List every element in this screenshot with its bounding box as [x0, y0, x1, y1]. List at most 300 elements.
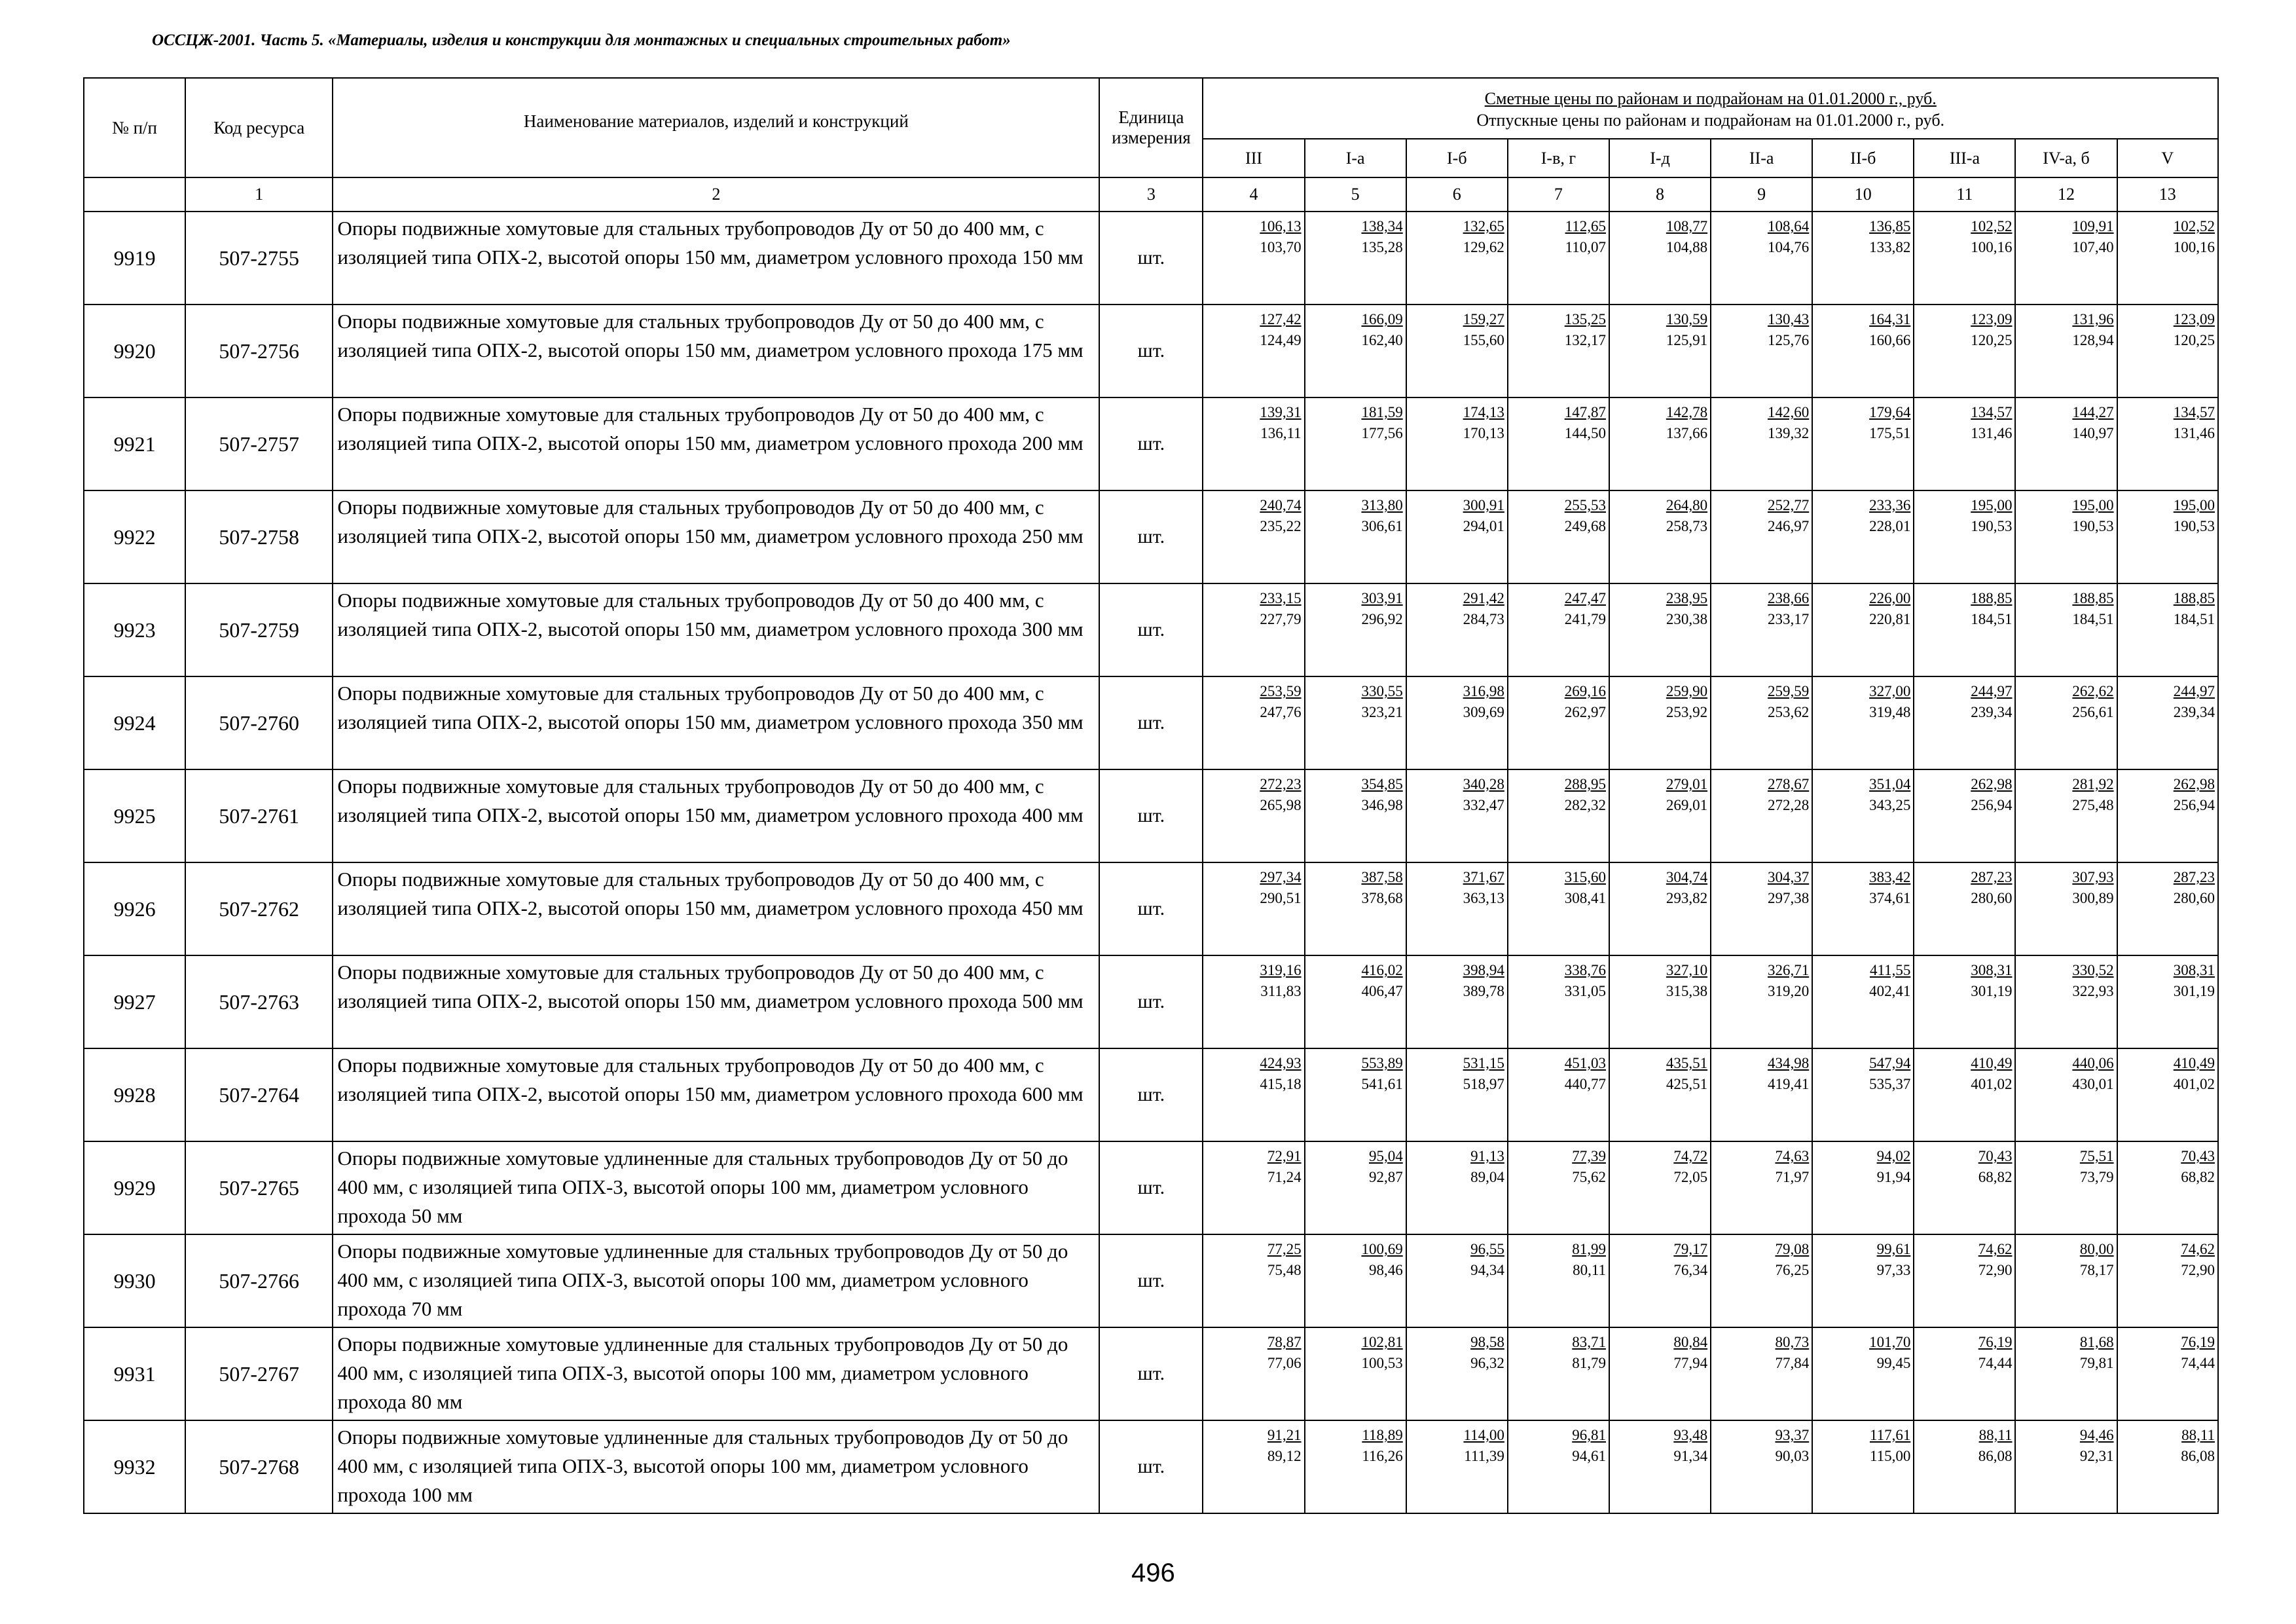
price-cell [2015, 955, 2117, 1048]
material-name: Опоры подвижные хомутовые удлиненные для стальных трубопроводов Ду от 50 до 400 мм, с изоляцией типа ОПХ-3, высотой опоры 100 мм, диаметром условного прохода 100 мм [333, 1420, 1099, 1513]
estimate-price: 308,31 [2173, 962, 2215, 978]
release-price: 233,17 [1767, 611, 1810, 627]
estimate-price: 102,52 [1971, 218, 2013, 234]
release-price: 135,28 [1361, 239, 1403, 255]
price-cell [1203, 1048, 1304, 1141]
release-price: 272,28 [1767, 797, 1810, 813]
price-cell [1305, 583, 1406, 676]
release-price: 131,46 [2173, 425, 2215, 441]
price-cell [1406, 1048, 1508, 1141]
release-price: 256,61 [2072, 704, 2114, 720]
release-price: 246,97 [1767, 518, 1810, 534]
header-region: V [2117, 139, 2218, 177]
release-price: 68,82 [1978, 1169, 2013, 1185]
release-price: 389,78 [1463, 983, 1504, 999]
price-cell [2015, 676, 2117, 769]
table-row [84, 955, 2218, 1048]
estimate-price: 96,81 [1572, 1427, 1606, 1443]
price-cell [1914, 769, 2015, 862]
price-cell [2117, 212, 2218, 304]
estimate-price: 94,02 [1876, 1148, 1911, 1164]
release-price: 98,46 [1368, 1262, 1403, 1278]
release-price: 280,60 [1971, 890, 2013, 906]
estimate-price: 278,67 [1767, 776, 1810, 792]
release-price: 72,90 [2181, 1262, 2215, 1278]
release-price: 253,92 [1666, 704, 1708, 720]
estimate-price: 98,58 [1470, 1334, 1504, 1350]
price-cell [1812, 1048, 1914, 1141]
release-price: 111,39 [1464, 1448, 1504, 1464]
estimate-price: 338,76 [1564, 962, 1606, 978]
price-cell [1305, 1327, 1406, 1420]
estimate-price: 123,09 [1971, 311, 2013, 327]
header-prices-release: Отпускные цены по районам и подрайонам на 01.01.2000 г., руб. [1476, 111, 1945, 130]
price-cell [1711, 583, 1812, 676]
release-price: 265,98 [1260, 797, 1302, 813]
release-price: 177,56 [1361, 425, 1403, 441]
release-price: 79,81 [2079, 1355, 2114, 1371]
table-row [84, 583, 2218, 676]
price-cell [1406, 769, 1508, 862]
estimate-price: 315,60 [1564, 869, 1606, 885]
release-price: 541,61 [1361, 1076, 1403, 1092]
unit: шт. [1099, 1141, 1203, 1234]
price-cell [1609, 676, 1711, 769]
release-price: 94,61 [1572, 1448, 1606, 1464]
estimate-price: 259,90 [1666, 683, 1708, 699]
price-cell [1508, 1048, 1609, 1141]
estimate-price: 269,16 [1564, 683, 1606, 699]
estimate-price: 351,04 [1869, 776, 1911, 792]
release-price: 110,07 [1565, 239, 1606, 255]
release-price: 269,01 [1666, 797, 1708, 813]
price-cell [1508, 1327, 1609, 1420]
estimate-price: 74,63 [1775, 1148, 1810, 1164]
price-cell [1203, 1234, 1304, 1327]
price-cell [1305, 1141, 1406, 1234]
price-cell [1914, 490, 2015, 583]
row-number: 9931 [84, 1327, 185, 1420]
release-price: 322,93 [2072, 983, 2114, 999]
price-cell [1203, 1141, 1304, 1234]
price-cell [1305, 1048, 1406, 1141]
release-price: 124,49 [1260, 332, 1302, 348]
release-price: 280,60 [2173, 890, 2215, 906]
price-cell [1812, 490, 1914, 583]
price-cell [2015, 1141, 2117, 1234]
release-price: 140,97 [2072, 425, 2114, 441]
row-number: 9928 [84, 1048, 185, 1141]
price-cell [1508, 490, 1609, 583]
estimate-price: 134,57 [2173, 404, 2215, 420]
resource-code: 507-2767 [185, 1327, 333, 1420]
price-cell [1914, 1234, 2015, 1327]
material-name: Опоры подвижные хомутовые удлиненные для стальных трубопроводов Ду от 50 до 400 мм, с изоляцией типа ОПХ-3, высотой опоры 100 мм, диаметром условного прохода 50 мм [333, 1141, 1099, 1234]
material-name: Опоры подвижные хомутовые для стальных трубопроводов Ду от 50 до 400 мм, с изоляцией типа ОПХ-2, высотой опоры 150 мм, диаметром условного прохода 300 мм [333, 583, 1099, 676]
price-cell [1305, 1234, 1406, 1327]
header-region: II-а [1711, 139, 1812, 177]
row-number: 9927 [84, 955, 185, 1048]
header-name: Наименование материалов, изделий и конструкций [333, 78, 1099, 177]
estimate-price: 326,71 [1767, 962, 1810, 978]
row-number: 9923 [84, 583, 185, 676]
estimate-price: 354,85 [1361, 776, 1403, 792]
estimate-price: 108,77 [1666, 218, 1708, 234]
release-price: 228,01 [1869, 518, 1911, 534]
release-price: 535,37 [1869, 1076, 1911, 1092]
release-price: 144,50 [1564, 425, 1606, 441]
unit: шт. [1099, 212, 1203, 304]
price-cell [1203, 676, 1304, 769]
header-region: I-в, г [1508, 139, 1609, 177]
price-cell [1406, 955, 1508, 1048]
estimate-price: 238,66 [1767, 590, 1810, 606]
release-price: 430,01 [2072, 1076, 2114, 1092]
resource-code: 507-2755 [185, 212, 333, 304]
estimate-price: 253,59 [1260, 683, 1302, 699]
table-row [84, 1141, 2218, 1234]
price-cell [1508, 397, 1609, 490]
resource-code: 507-2757 [185, 397, 333, 490]
estimate-price: 179,64 [1869, 404, 1911, 420]
price-cell [1508, 212, 1609, 304]
release-price: 401,02 [1971, 1076, 2013, 1092]
price-cell [1406, 862, 1508, 955]
material-name: Опоры подвижные хомутовые для стальных трубопроводов Ду от 50 до 400 мм, с изоляцией типа ОПХ-2, высотой опоры 150 мм, диаметром условного прохода 450 мм [333, 862, 1099, 955]
release-price: 72,90 [1978, 1262, 2013, 1278]
header-region: II-б [1812, 139, 1914, 177]
price-cell [1914, 1327, 2015, 1420]
estimate-price: 94,46 [2079, 1427, 2114, 1443]
resource-code: 507-2768 [185, 1420, 333, 1513]
header-code: Код ресурса [185, 78, 333, 177]
price-cell [1203, 1327, 1304, 1420]
price-cell [1406, 676, 1508, 769]
column-number: 6 [1406, 177, 1508, 212]
release-price: 249,68 [1564, 518, 1606, 534]
column-number: 1 [185, 177, 333, 212]
release-price: 71,97 [1775, 1169, 1810, 1185]
estimate-price: 117,61 [1869, 1427, 1911, 1443]
estimate-price: 291,42 [1463, 590, 1504, 606]
header-region: I-д [1609, 139, 1711, 177]
price-cell [1914, 304, 2015, 397]
release-price: 184,51 [2072, 611, 2114, 627]
release-price: 170,13 [1463, 425, 1504, 441]
price-cell [1508, 955, 1609, 1048]
price-cell [1406, 304, 1508, 397]
release-price: 116,26 [1362, 1448, 1403, 1464]
price-cell [1711, 490, 1812, 583]
estimate-price: 74,62 [2181, 1241, 2215, 1257]
estimate-price: 164,31 [1869, 311, 1911, 327]
material-name: Опоры подвижные хомутовые для стальных трубопроводов Ду от 50 до 400 мм, с изоляцией типа ОПХ-2, высотой опоры 150 мм, диаметром условного прохода 200 мм [333, 397, 1099, 490]
estimate-price: 99,61 [1876, 1241, 1911, 1257]
header-prices [1203, 78, 2218, 139]
release-price: 81,79 [1572, 1355, 1606, 1371]
estimate-price: 340,28 [1463, 776, 1504, 792]
price-cell [2015, 1420, 2117, 1513]
material-name: Опоры подвижные хомутовые для стальных трубопроводов Ду от 50 до 400 мм, с изоляцией типа ОПХ-2, высотой опоры 150 мм, диаметром условного прохода 400 мм [333, 769, 1099, 862]
price-cell [1305, 304, 1406, 397]
price-cell [1203, 1420, 1304, 1513]
header-row-main [84, 78, 2218, 139]
price-cell [1203, 955, 1304, 1048]
row-number: 9924 [84, 676, 185, 769]
release-price: 440,77 [1564, 1076, 1606, 1092]
price-cell [1914, 212, 2015, 304]
estimate-price: 123,09 [2173, 311, 2215, 327]
release-price: 315,38 [1666, 983, 1708, 999]
price-cell [1812, 212, 1914, 304]
release-price: 419,41 [1767, 1076, 1810, 1092]
estimate-price: 76,19 [1978, 1334, 2013, 1350]
release-price: 77,94 [1673, 1355, 1708, 1371]
row-number: 9921 [84, 397, 185, 490]
estimate-price: 101,70 [1869, 1334, 1911, 1350]
estimate-price: 255,53 [1564, 497, 1606, 513]
column-number: 3 [1099, 177, 1203, 212]
estimate-price: 240,74 [1260, 497, 1302, 513]
column-number: 2 [333, 177, 1099, 212]
estimate-price: 440,06 [2072, 1055, 2114, 1071]
price-cell [2117, 1141, 2218, 1234]
release-price: 253,62 [1767, 704, 1810, 720]
estimate-price: 181,59 [1361, 404, 1403, 420]
price-cell [2117, 862, 2218, 955]
release-price: 133,82 [1869, 239, 1911, 255]
price-cell [2117, 955, 2218, 1048]
release-price: 160,66 [1869, 332, 1911, 348]
estimate-price: 131,96 [2072, 311, 2114, 327]
estimate-price: 307,93 [2072, 869, 2114, 885]
release-price: 125,91 [1666, 332, 1708, 348]
price-cell [1406, 1420, 1508, 1513]
estimate-price: 142,60 [1767, 404, 1810, 420]
release-price: 220,81 [1869, 611, 1911, 627]
estimate-price: 330,52 [2072, 962, 2114, 978]
document-header: ОССЦЖ-2001. Часть 5. «Материалы, изделия и конструкции для монтажных и специальных строительных работ» [152, 31, 1011, 49]
release-price: 300,89 [2072, 890, 2114, 906]
column-number: 11 [1914, 177, 2015, 212]
estimate-price: 139,31 [1260, 404, 1302, 420]
estimate-price: 233,36 [1869, 497, 1911, 513]
release-price: 139,32 [1767, 425, 1810, 441]
price-cell [1203, 490, 1304, 583]
release-price: 100,16 [2173, 239, 2215, 255]
price-cell [2117, 583, 2218, 676]
estimate-price: 371,67 [1463, 869, 1504, 885]
table-row [84, 676, 2218, 769]
estimate-price: 303,91 [1361, 590, 1403, 606]
estimate-price: 451,03 [1564, 1055, 1606, 1071]
estimate-price: 135,25 [1564, 311, 1606, 327]
release-price: 290,51 [1260, 890, 1302, 906]
release-price: 99,45 [1876, 1355, 1911, 1371]
price-cell [1609, 862, 1711, 955]
estimate-price: 238,95 [1666, 590, 1708, 606]
release-price: 136,11 [1260, 425, 1302, 441]
price-cell [1711, 769, 1812, 862]
estimate-price: 130,59 [1666, 311, 1708, 327]
release-price: 120,25 [2173, 332, 2215, 348]
release-price: 374,61 [1869, 890, 1911, 906]
estimate-price: 327,00 [1869, 683, 1911, 699]
price-cell [1406, 212, 1508, 304]
price-cell [1203, 862, 1304, 955]
resource-code: 507-2764 [185, 1048, 333, 1141]
estimate-price: 434,98 [1767, 1055, 1810, 1071]
release-price: 184,51 [2173, 611, 2215, 627]
row-number: 9932 [84, 1420, 185, 1513]
release-price: 262,97 [1564, 704, 1606, 720]
estimate-price: 244,97 [2173, 683, 2215, 699]
estimate-price: 106,13 [1260, 218, 1302, 234]
price-cell [1305, 397, 1406, 490]
price-cell [1609, 769, 1711, 862]
price-cell [2015, 1048, 2117, 1141]
release-price: 75,48 [1267, 1262, 1302, 1278]
price-cell [1305, 212, 1406, 304]
header-region: III [1203, 139, 1304, 177]
price-cell [2117, 1234, 2218, 1327]
header-prices-estimate: Сметные цены по районам и подрайонам на 01.01.2000 г., руб. [1484, 89, 1937, 108]
release-price: 155,60 [1463, 332, 1504, 348]
release-price: 301,19 [2173, 983, 2215, 999]
estimate-price: 74,62 [1978, 1241, 2013, 1257]
price-cell [1914, 955, 2015, 1048]
price-cell [1711, 676, 1812, 769]
price-cell [1711, 1048, 1812, 1141]
price-cell [1609, 304, 1711, 397]
release-price: 190,53 [1971, 518, 2013, 534]
estimate-price: 93,48 [1673, 1427, 1708, 1443]
estimate-price: 138,34 [1361, 218, 1403, 234]
price-cell [1812, 1327, 1914, 1420]
header-row-numbers [84, 177, 2218, 212]
price-cell [2117, 304, 2218, 397]
release-price: 275,48 [2072, 797, 2114, 813]
estimate-price: 195,00 [2173, 497, 2215, 513]
table-row [84, 1048, 2218, 1141]
price-cell [1305, 769, 1406, 862]
row-number: 9929 [84, 1141, 185, 1234]
unit: шт. [1099, 955, 1203, 1048]
release-price: 235,22 [1260, 518, 1302, 534]
material-name: Опоры подвижные хомутовые для стальных трубопроводов Ду от 50 до 400 мм, с изоляцией типа ОПХ-2, высотой опоры 150 мм, диаметром условного прохода 250 мм [333, 490, 1099, 583]
price-cell [1914, 397, 2015, 490]
release-price: 104,76 [1767, 239, 1810, 255]
estimate-price: 81,99 [1572, 1241, 1606, 1257]
release-price: 319,48 [1869, 704, 1911, 720]
estimate-price: 95,04 [1368, 1148, 1403, 1164]
price-cell [2015, 212, 2117, 304]
column-number: 5 [1305, 177, 1406, 212]
release-price: 256,94 [1971, 797, 2013, 813]
release-price: 128,94 [2072, 332, 2114, 348]
release-price: 293,82 [1666, 890, 1708, 906]
release-price: 86,08 [1978, 1448, 2013, 1464]
estimate-price: 77,39 [1572, 1148, 1606, 1164]
estimate-price: 74,72 [1673, 1148, 1708, 1164]
release-price: 104,88 [1666, 239, 1708, 255]
release-price: 86,08 [2181, 1448, 2215, 1464]
estimate-price: 553,89 [1361, 1055, 1403, 1071]
unit: шт. [1099, 769, 1203, 862]
price-cell [1812, 1420, 1914, 1513]
estimate-price: 383,42 [1869, 869, 1911, 885]
price-cell [1914, 1420, 2015, 1513]
material-name: Опоры подвижные хомутовые для стальных трубопроводов Ду от 50 до 400 мм, с изоляцией типа ОПХ-2, высотой опоры 150 мм, диаметром условного прохода 350 мм [333, 676, 1099, 769]
column-number-empty [84, 177, 185, 212]
price-cell [1711, 212, 1812, 304]
unit: шт. [1099, 1048, 1203, 1141]
price-cell [1305, 490, 1406, 583]
price-cell [1711, 304, 1812, 397]
release-price: 308,41 [1564, 890, 1606, 906]
price-cell [1609, 212, 1711, 304]
resource-code: 507-2763 [185, 955, 333, 1048]
price-cell [1812, 1141, 1914, 1234]
page-number: 496 [1131, 1559, 1175, 1587]
price-cell [1914, 583, 2015, 676]
estimate-price: 76,19 [2181, 1334, 2215, 1350]
estimate-price: 281,92 [2072, 776, 2114, 792]
price-cell [1406, 397, 1508, 490]
estimate-price: 88,11 [2181, 1427, 2215, 1443]
column-number: 12 [2015, 177, 2117, 212]
release-price: 331,05 [1564, 983, 1606, 999]
price-cell [1711, 1234, 1812, 1327]
column-number: 10 [1812, 177, 1914, 212]
price-cell [1812, 1234, 1914, 1327]
release-price: 103,70 [1260, 239, 1302, 255]
material-name: Опоры подвижные хомутовые для стальных трубопроводов Ду от 50 до 400 мм, с изоляцией типа ОПХ-2, высотой опоры 150 мм, диаметром условного прохода 175 мм [333, 304, 1099, 397]
release-price: 294,01 [1463, 518, 1504, 534]
release-price: 91,34 [1673, 1448, 1708, 1464]
release-price: 297,38 [1767, 890, 1810, 906]
estimate-price: 102,52 [2173, 218, 2215, 234]
release-price: 77,84 [1775, 1355, 1810, 1371]
price-cell [2117, 769, 2218, 862]
estimate-price: 319,16 [1260, 962, 1302, 978]
price-cell [2015, 583, 2117, 676]
release-price: 74,44 [1978, 1355, 2013, 1371]
price-cell [1812, 583, 1914, 676]
release-price: 78,17 [2079, 1262, 2114, 1278]
release-price: 258,73 [1666, 518, 1708, 534]
price-cell [1711, 862, 1812, 955]
release-price: 184,51 [1971, 611, 2013, 627]
release-price: 100,53 [1361, 1355, 1403, 1371]
estimate-price: 435,51 [1666, 1055, 1708, 1071]
row-number: 9919 [84, 212, 185, 304]
price-cell [1812, 769, 1914, 862]
estimate-price: 127,42 [1260, 311, 1302, 327]
release-price: 74,44 [2181, 1355, 2215, 1371]
estimate-price: 80,84 [1673, 1334, 1708, 1350]
estimate-price: 100,69 [1361, 1241, 1403, 1257]
estimate-price: 88,11 [1978, 1427, 2013, 1443]
price-cell [1609, 1048, 1711, 1141]
estimate-price: 188,85 [2072, 590, 2114, 606]
table-row [84, 397, 2218, 490]
price-cell [2117, 397, 2218, 490]
release-price: 115,00 [1869, 1448, 1911, 1464]
row-number: 9922 [84, 490, 185, 583]
estimate-price: 166,09 [1361, 311, 1403, 327]
release-price: 100,16 [1971, 239, 2013, 255]
